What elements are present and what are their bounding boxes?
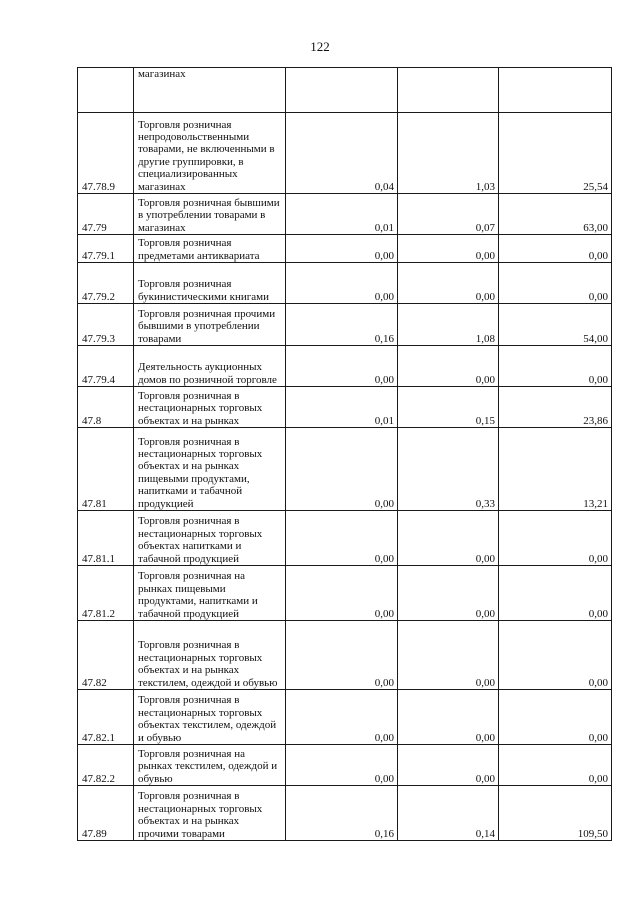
value-cell-2: 0,00 <box>398 511 499 566</box>
value-cell-1: 0,00 <box>286 745 398 786</box>
value-cell-1: 0,00 <box>286 263 398 304</box>
name-cell: Торговля розничная непродовольственными товарами, не включенными в другие группировки, в специализированных магазинах <box>134 113 286 194</box>
value-cell-1: 0,00 <box>286 690 398 745</box>
value-cell-1: 0,00 <box>286 235 398 263</box>
name-cell: Торговля розничная прочими бывшими в употреблении товарами <box>134 304 286 346</box>
table-row <box>78 690 612 745</box>
value-cell-2: 0,14 <box>398 786 499 841</box>
value-cell-3 <box>499 68 612 113</box>
name-cell: Торговля розничная в нестационарных торговых объектах напитками и табачной продукцией <box>134 511 286 566</box>
value-cell-1: 0,00 <box>286 566 398 621</box>
table-row <box>78 346 612 387</box>
value-cell-3: 0,00 <box>499 511 612 566</box>
name-cell: Торговля розничная букинистическими книгами <box>134 263 286 304</box>
name-cell: Торговля розничная в нестационарных торговых объектах и на рынках текстилем, одеждой и обувью <box>134 621 286 690</box>
value-cell-3: 0,00 <box>499 566 612 621</box>
value-cell-1: 0,00 <box>286 621 398 690</box>
code-cell: 47.78.9 <box>78 113 134 194</box>
code-cell: 47.81.1 <box>78 511 134 566</box>
value-cell-3: 0,00 <box>499 690 612 745</box>
table-row <box>78 566 612 621</box>
value-cell-2: 1,08 <box>398 304 499 346</box>
value-cell-3: 25,54 <box>499 113 612 194</box>
name-cell: Торговля розничная в нестационарных торговых объектах и на рынках прочими товарами <box>134 786 286 841</box>
value-cell-2: 0,00 <box>398 745 499 786</box>
value-cell-2 <box>398 68 499 113</box>
value-cell-3: 54,00 <box>499 304 612 346</box>
name-cell: Торговля розничная в нестационарных торговых объектах текстилем, одеждой и обувью <box>134 690 286 745</box>
value-cell-3: 0,00 <box>499 235 612 263</box>
value-cell-2: 0,00 <box>398 621 499 690</box>
value-cell-2: 0,00 <box>398 690 499 745</box>
code-cell <box>78 68 134 113</box>
name-cell: магазинах <box>134 68 286 113</box>
code-cell: 47.81 <box>78 428 134 511</box>
value-cell-2: 0,00 <box>398 263 499 304</box>
value-cell-1: 0,04 <box>286 113 398 194</box>
value-cell-3: 0,00 <box>499 346 612 387</box>
code-cell: 47.8 <box>78 387 134 428</box>
value-cell-1: 0,00 <box>286 346 398 387</box>
table-row <box>78 428 612 511</box>
code-cell: 47.79.2 <box>78 263 134 304</box>
value-cell-2: 0,00 <box>398 566 499 621</box>
value-cell-1: 0,16 <box>286 304 398 346</box>
name-cell: Торговля розничная бывшими в употреблении товарами в магазинах <box>134 194 286 235</box>
value-cell-3: 0,00 <box>499 621 612 690</box>
value-cell-2: 0,33 <box>398 428 499 511</box>
code-cell: 47.79.4 <box>78 346 134 387</box>
code-cell: 47.79.3 <box>78 304 134 346</box>
code-cell: 47.82.1 <box>78 690 134 745</box>
value-cell-3: 0,00 <box>499 745 612 786</box>
page-number: 122 <box>310 39 330 54</box>
data-table <box>77 67 612 841</box>
value-cell-2: 0,00 <box>398 235 499 263</box>
table-row <box>78 68 612 113</box>
code-cell: 47.79 <box>78 194 134 235</box>
name-cell: Торговля розничная в нестационарных торговых объектах и на рынках пищевыми продуктами, напитками и табачной продукцией <box>134 428 286 511</box>
table-row <box>78 786 612 841</box>
table-row <box>78 745 612 786</box>
code-cell: 47.79.1 <box>78 235 134 263</box>
table-row <box>78 194 612 235</box>
code-cell: 47.81.2 <box>78 566 134 621</box>
value-cell-2: 0,00 <box>398 346 499 387</box>
value-cell-1: 0,00 <box>286 428 398 511</box>
value-cell-1: 0,00 <box>286 511 398 566</box>
name-cell: Торговля розничная на рынках пищевыми продуктами, напитками и табачной продукцией <box>134 566 286 621</box>
name-cell: Торговля розничная на рынках текстилем, одеждой и обувью <box>134 745 286 786</box>
code-cell: 47.89 <box>78 786 134 841</box>
table-row <box>78 113 612 194</box>
table-row <box>78 235 612 263</box>
value-cell-2: 1,03 <box>398 113 499 194</box>
value-cell-1: 0,16 <box>286 786 398 841</box>
table-row <box>78 511 612 566</box>
name-cell: Торговля розничная предметами антиквариата <box>134 235 286 263</box>
table-row <box>78 263 612 304</box>
table-row <box>78 304 612 346</box>
value-cell-2: 0,15 <box>398 387 499 428</box>
code-cell: 47.82.2 <box>78 745 134 786</box>
name-cell: Деятельность аукционных домов по розничной торговле <box>134 346 286 387</box>
code-cell: 47.82 <box>78 621 134 690</box>
value-cell-1 <box>286 68 398 113</box>
name-cell: Торговля розничная в нестационарных торговых объектах и на рынках <box>134 387 286 428</box>
table-row <box>78 387 612 428</box>
value-cell-3: 0,00 <box>499 263 612 304</box>
value-cell-3: 23,86 <box>499 387 612 428</box>
value-cell-2: 0,07 <box>398 194 499 235</box>
table-row <box>78 621 612 690</box>
value-cell-3: 109,50 <box>499 786 612 841</box>
value-cell-1: 0,01 <box>286 387 398 428</box>
value-cell-3: 63,00 <box>499 194 612 235</box>
value-cell-3: 13,21 <box>499 428 612 511</box>
value-cell-1: 0,01 <box>286 194 398 235</box>
